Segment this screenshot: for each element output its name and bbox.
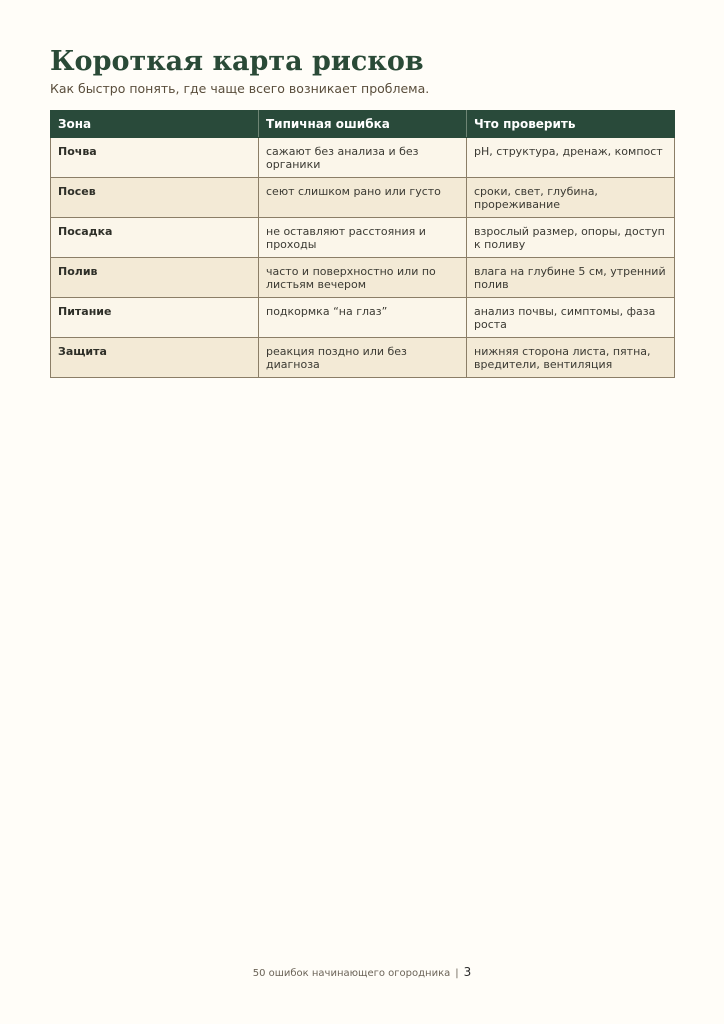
cell-mistake: часто и поверхностно или по листьям вечером: [259, 258, 467, 298]
cell-check: влага на глубине 5 см, утренний полив: [467, 258, 675, 298]
cell-check: анализ почвы, симптомы, фаза роста: [467, 298, 675, 338]
cell-zone: Посев: [51, 178, 259, 218]
table-row: [51, 298, 675, 338]
table-row: [51, 338, 675, 378]
column-header-zone: Зона: [51, 111, 259, 138]
cell-mistake: реакция поздно или без диагноза: [259, 338, 467, 378]
cell-zone: Посадка: [51, 218, 259, 258]
table-row: [51, 258, 675, 298]
cell-zone: Защита: [51, 338, 259, 378]
cell-mistake: не оставляют расстояния и проходы: [259, 218, 467, 258]
column-header-mistake: Типичная ошибка: [259, 111, 467, 138]
table-row: [51, 178, 675, 218]
page-subtitle: Как быстро понять, где чаще всего возникает проблема.: [50, 81, 430, 96]
cell-check: взрослый размер, опоры, доступ к поливу: [467, 218, 675, 258]
footer-book-title: 50 ошибок начинающего огородника: [252, 968, 451, 979]
column-header-check: Что проверить: [467, 111, 675, 138]
page-number: 3: [463, 965, 472, 979]
cell-check: pH, структура, дренаж, компост: [467, 138, 675, 178]
cell-mistake: сажают без анализа и без органики: [259, 138, 467, 178]
table-row: [51, 138, 675, 178]
cell-check: нижняя сторона листа, пятна, вредители, вентиляция: [467, 338, 675, 378]
cell-zone: Полив: [51, 258, 259, 298]
table-row: [51, 218, 675, 258]
footer-separator: |: [455, 968, 459, 979]
cell-zone: Питание: [51, 298, 259, 338]
page-footer: [0, 965, 724, 981]
table-header-row: [51, 111, 675, 138]
risk-table: [50, 110, 675, 378]
cell-mistake: подкормка “на глаз”: [259, 298, 467, 338]
cell-mistake: сеют слишком рано или густо: [259, 178, 467, 218]
page-title: Короткая карта рисков: [50, 46, 424, 77]
cell-check: сроки, свет, глубина, прореживание: [467, 178, 675, 218]
cell-zone: Почва: [51, 138, 259, 178]
